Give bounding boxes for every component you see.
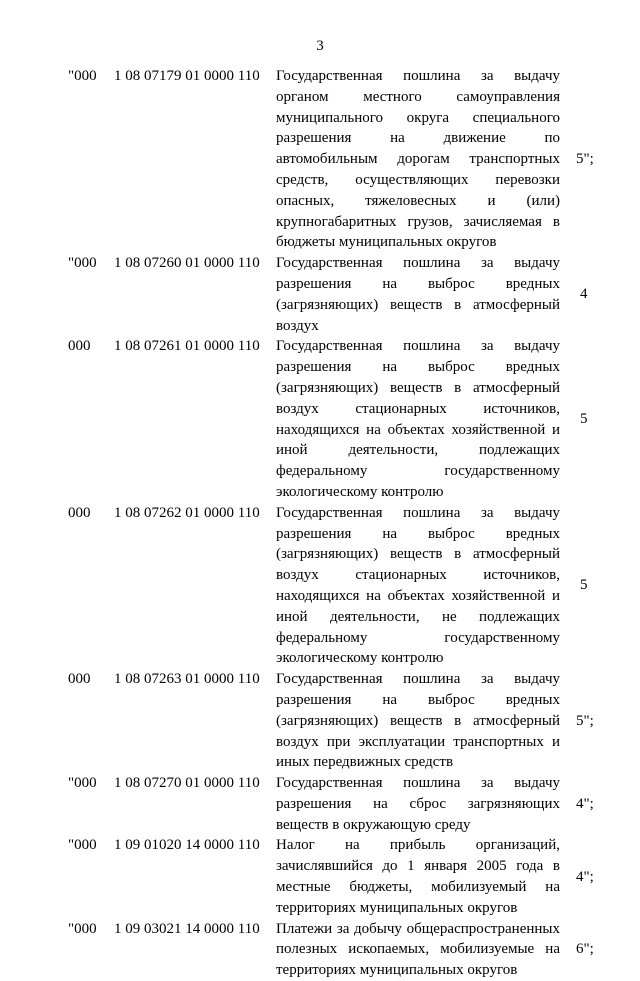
rate-value: 4"; [576, 795, 594, 812]
page-number: 3 [316, 38, 324, 54]
budget-classification-code: 1 08 07270 01 0000 110 [114, 775, 260, 792]
table-row [0, 253, 640, 336]
income-description: Налог на прибыль организаций, зачислявшийся до 1 января 2005 года в местные бюджеты, мобилизуемый на территориях муниципальных округов [276, 837, 560, 916]
budget-classification-code: 1 08 07179 01 0000 110 [114, 68, 260, 84]
admin-code: 000 [68, 504, 91, 521]
table-row [0, 919, 640, 981]
table-row [0, 669, 640, 773]
admin-code: "000 [68, 68, 97, 84]
budget-classification-code: 1 08 07261 01 0000 110 [114, 338, 260, 355]
income-description: Платежи за добычу общераспространенных полезных ископаемых, мобилизуемые на территориях муниципальных округов [276, 920, 560, 979]
rate-value: 5"; [576, 151, 594, 168]
admin-code: 000 [68, 338, 91, 355]
admin-code: 000 [68, 671, 91, 688]
income-description: Государственная пошлина за выдачу разрешения на выброс вредных (загрязняющих) веществ в атмосферный воздух при эксплуатации транспортных и иных передвижных средств [276, 671, 560, 771]
admin-code: "000 [68, 775, 97, 792]
table-row [0, 336, 640, 502]
admin-code: "000 [68, 837, 97, 854]
income-description: Государственная пошлина за выдачу разрешения на выброс вредных (загрязняющих) веществ в атмосферный воздух [276, 255, 560, 334]
rate-value: 6"; [576, 941, 594, 958]
rate-value: 5 [580, 411, 588, 428]
rate-value: 4 [580, 286, 588, 303]
income-description: Государственная пошлина за выдачу разрешения на выброс вредных (загрязняющих) веществ в атмосферный воздух стационарных источников, находящихся на объектах хозяйственной и иной деятельности, подлежащих федеральному государственному экологическому контролю [276, 338, 560, 500]
table-row [0, 66, 640, 253]
table-row [0, 773, 640, 835]
admin-code: "000 [68, 255, 97, 272]
budget-code-table [0, 66, 640, 981]
income-description: Государственная пошлина за выдачу разрешения на сброс загрязняющих веществ в окружающую среду [276, 775, 560, 833]
rate-value: 5 [580, 577, 588, 594]
income-description: Государственная пошлина за выдачу органом местного самоуправления муниципального округа специального разрешения на движение по автомобильным дорогам транспортных средств, осуществляющих перевозки опасных, тяжеловесных и (или) крупногабаритных грузов, зачисляемая в бюджеты муниципальных округов [276, 68, 560, 251]
table-row [0, 503, 640, 669]
budget-classification-code: 1 09 03021 14 0000 110 [114, 920, 260, 937]
budget-classification-code: 1 08 07260 01 0000 110 [114, 255, 260, 272]
budget-classification-code: 1 08 07263 01 0000 110 [114, 671, 260, 688]
income-description: Государственная пошлина за выдачу разрешения на выброс вредных (загрязняющих) веществ в атмосферный воздух стационарных источников, находящихся на объектах хозяйственной и иной деятельности, не подлежащих федеральному государственному экологическому контролю [276, 504, 560, 667]
budget-classification-code: 1 08 07262 01 0000 110 [114, 504, 260, 521]
rate-value: 5"; [576, 712, 594, 729]
budget-classification-code: 1 09 01020 14 0000 110 [114, 837, 260, 854]
admin-code: "000 [68, 920, 97, 937]
table-row [0, 835, 640, 918]
rate-value: 4"; [576, 868, 594, 885]
